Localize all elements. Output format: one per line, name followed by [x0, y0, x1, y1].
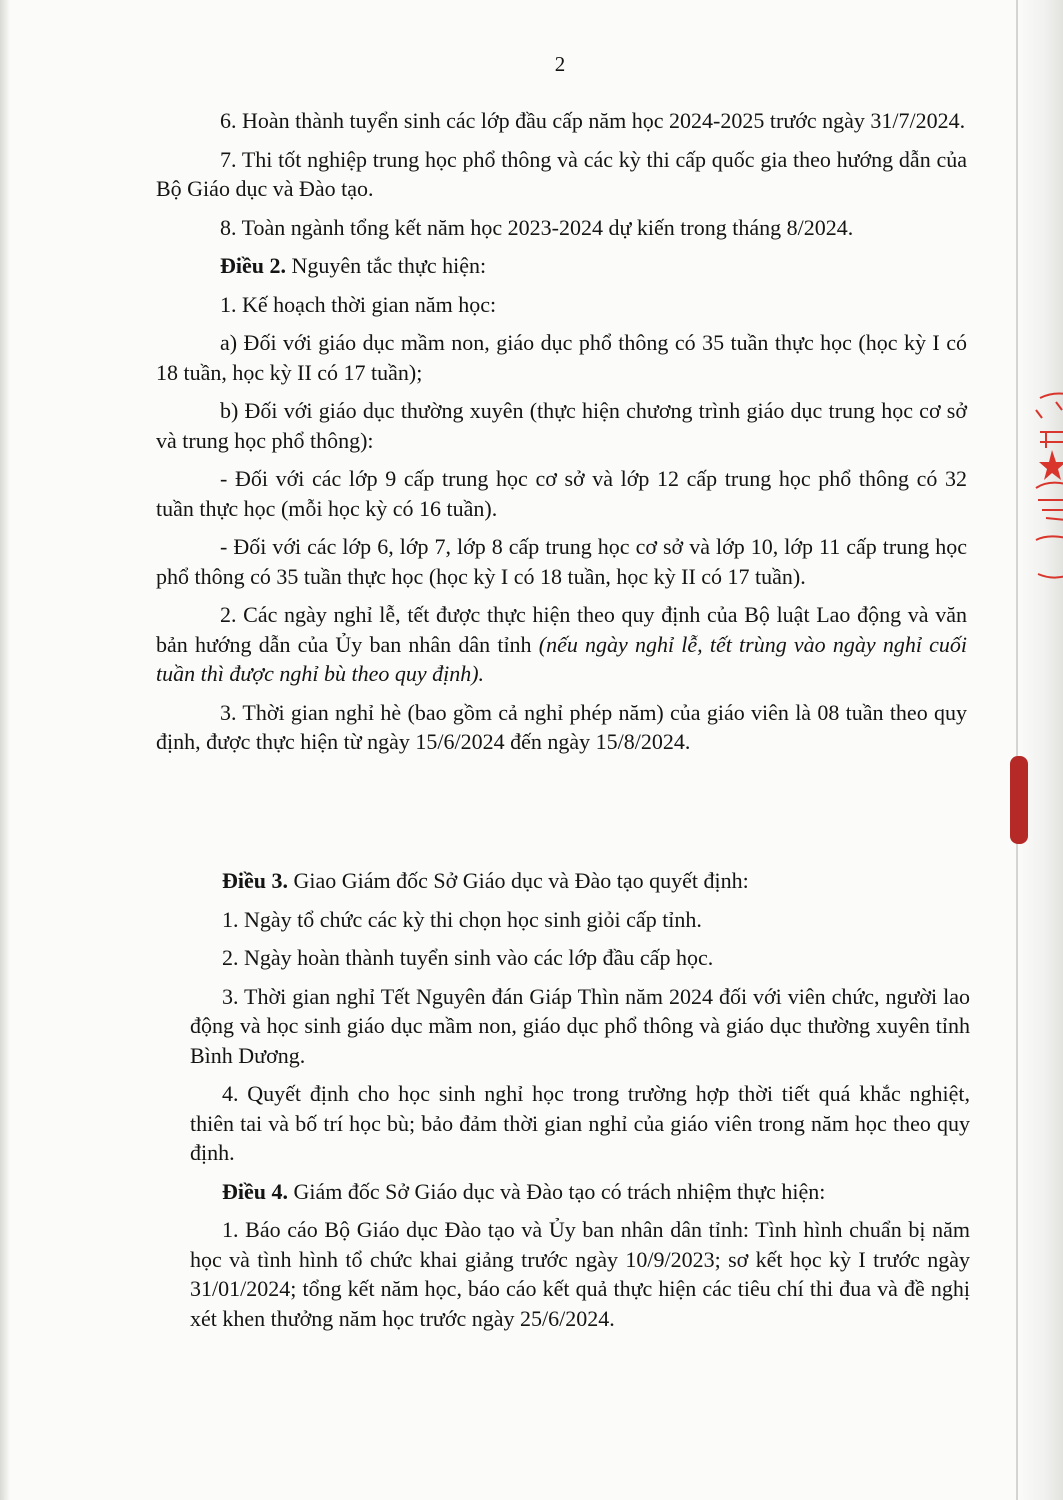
- paragraph-exam-date: 1. Ngày tổ chức các kỳ thi chọn học sinh giỏi cấp tỉnh.: [222, 906, 702, 932]
- paragraph-schedule-plan: 1. Kế hoạch thời gian năm học:: [220, 291, 497, 317]
- red-edge-tab: [1010, 756, 1028, 844]
- paragraph-point-b: b) Đối với giáo dục thường xuyên (thực hiện chương trình giáo dục trung học cơ sở và trung học phổ thông):: [156, 398, 967, 453]
- article-4-label: Điều 4.: [222, 1178, 288, 1204]
- article-3-title: Giao Giám đốc Sở Giáo dục và Đào tạo quyết định:: [288, 868, 749, 893]
- paragraph-holidays: [156, 600, 967, 689]
- article-2-title: Nguyên tắc thực hiện:: [286, 253, 487, 278]
- paragraph-enrollment-date: 2. Ngày hoàn thành tuyển sinh vào các lớp đầu cấp học.: [222, 945, 714, 970]
- paragraph-point-a: a) Đối với giáo dục mầm non, giáo dục phổ thông có 35 tuần thực học (học kỳ I có 18 tuần, học kỳ II có 17 tuần);: [156, 330, 967, 385]
- article-4-title: Giám đốc Sở Giáo dục và Đào tạo có trách nhiệm thực hiện:: [288, 1178, 826, 1204]
- scan-edge-left: [0, 0, 10, 1500]
- paragraph-item-7: 7. Thi tốt nghiệp trung học phổ thông và các kỳ thi cấp quốc gia theo hướng dẫn của Bộ Giáo dục và Đào tạo.: [156, 146, 967, 201]
- holidays-text: 2. Các ngày nghỉ lễ, tết được thực hiện theo quy định của Bộ luật Lao động và văn bản hướng dẫn của Ủy ban nhân dân tỉnh: [156, 602, 967, 657]
- paragraph-summer-break: 3. Thời gian nghỉ hè (bao gồm cả nghỉ phép năm) của giáo viên là 08 tuần theo quy định, được thực hiện từ ngày 15/6/2024 đến ngày 15/8/2024.: [156, 699, 967, 754]
- section-lower: [190, 866, 970, 1342]
- paragraph-dash-grade-9-12: - Đối với các lớp 9 cấp trung học cơ sở và lớp 12 cấp trung học phổ thông có 32 tuần thực học (mỗi học kỳ có 16 tuần).: [156, 466, 967, 521]
- article-3-label: Điều 3.: [222, 868, 288, 893]
- section-upper: [156, 106, 967, 766]
- paragraph-weather-closure: 4. Quyết định cho học sinh nghỉ học trong trường hợp thời tiết quá khắc nghiệt, thiên tai và bố trí học bù; bảo đảm thời gian nghỉ của giáo viên trong năm học theo quy định.: [190, 1081, 970, 1165]
- page-fold-line: [1016, 0, 1018, 1500]
- article-4-heading: [190, 1177, 970, 1207]
- red-seal-stamp-fragment: [1026, 388, 1063, 584]
- article-3-heading: [190, 866, 970, 896]
- paragraph-report-deadlines: 1. Báo cáo Bộ Giáo dục Đào tạo và Ủy ban nhân dân tỉnh: Tình hình chuẩn bị năm học và tình hình tổ chức khai giảng trước ngày 10/9/2023; sơ kết học kỳ I trước ngày 31/01/2024; tổng kết năm học, báo cáo kết quả thực hiện các tiêu chí thi đua và đề nghị xét khen thưởng năm học trước ngày 25/6/2024.: [190, 1217, 970, 1331]
- article-2-heading: [156, 251, 967, 281]
- paragraph-item-8: 8. Toàn ngành tổng kết năm học 2023-2024 dự kiến trong tháng 8/2024.: [220, 214, 854, 240]
- paragraph-item-6: 6. Hoàn thành tuyển sinh các lớp đầu cấp năm học 2024-2025 trước ngày 31/7/2024.: [220, 108, 966, 133]
- article-2-label: Điều 2.: [220, 253, 286, 278]
- page-number: 2: [554, 52, 566, 76]
- holidays-note: (nếu ngày nghỉ lễ, tết trùng vào ngày nghỉ cuối tuần thì được nghỉ bù theo quy định).: [156, 631, 967, 686]
- paragraph-tet-holiday: 3. Thời gian nghỉ Tết Nguyên đán Giáp Thìn năm 2024 đối với viên chức, người lao động và học sinh giáo dục mầm non, giáo dục phổ thông và giáo dục thường xuyên tỉnh Bình Dương.: [190, 983, 970, 1068]
- paragraph-dash-grade-6-11: - Đối với các lớp 6, lớp 7, lớp 8 cấp trung học cơ sở và lớp 10, lớp 11 cấp trung học phổ thông có 35 tuần thực học (học kỳ I có 18 tuần, học kỳ II có 17 tuần).: [156, 534, 967, 589]
- scan-edge-right: [1017, 0, 1063, 1500]
